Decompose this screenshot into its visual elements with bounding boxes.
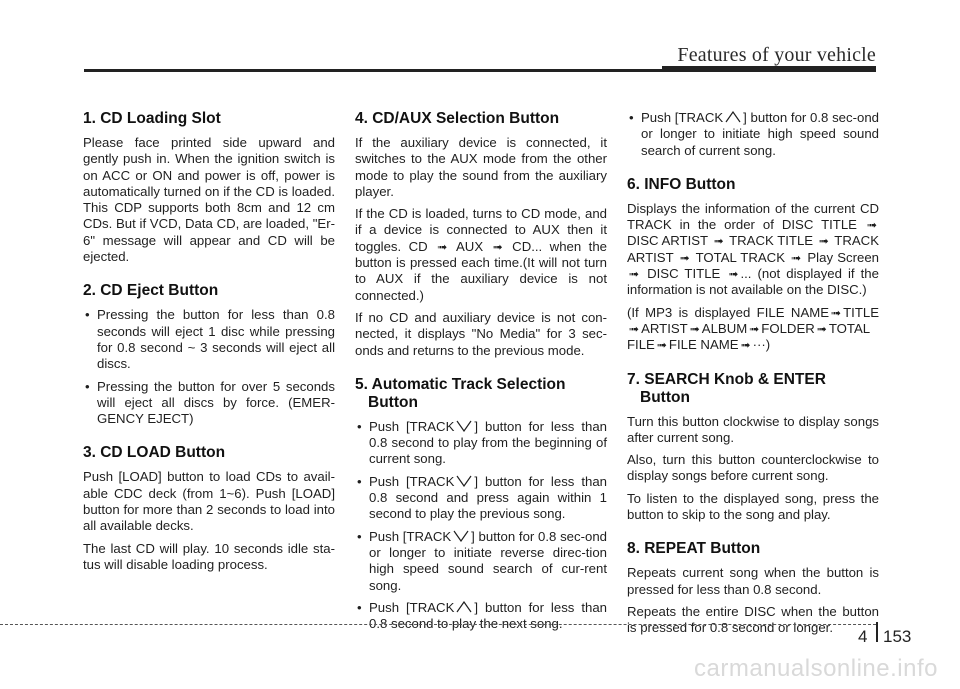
paragraph: Also, turn this button counterclockwise to display songs before current song.	[627, 452, 879, 484]
paragraph: Repeats current song when the button is pressed for less than 0.8 second.	[627, 565, 879, 597]
footer-rule	[0, 624, 876, 625]
list-item	[627, 110, 879, 159]
arrow-right-icon: ➟	[866, 218, 878, 233]
bullet-list	[83, 307, 335, 427]
text-run: DISC TITLE	[647, 266, 721, 282]
section-title: 7. SEARCH Knob & ENTER Button	[627, 370, 826, 406]
text-run: If the CD is loaded, turns to CD mode, and if a device is connected to AUX then it toggles. CD	[355, 206, 607, 254]
text-run: ] button for 0.8 sec-ond or longer to initiate reverse direc-tion high speed sound search of cur-rent song.	[369, 528, 607, 593]
paragraph: To listen to the displayed song, press the button to skip to the song and play.	[627, 490, 879, 523]
chevron-down-icon	[451, 530, 471, 542]
text-run: Push [TRACK	[369, 599, 455, 615]
chevron-down-icon	[454, 420, 474, 432]
arrow-right-icon: ➟	[437, 239, 448, 254]
chevron-up-icon	[454, 601, 474, 613]
text-run: FOLDER	[761, 320, 815, 336]
paragraph	[627, 201, 879, 299]
chevron-down-icon	[454, 475, 474, 487]
bullet-list	[355, 419, 607, 633]
column-1	[83, 110, 335, 590]
text-run: ARTIST	[641, 320, 688, 336]
text-run: ···)	[752, 337, 771, 353]
section-automatic-track-selection	[355, 376, 607, 633]
bullet-list	[627, 110, 879, 159]
page-header-title: Features of your vehicle	[677, 44, 876, 66]
arrow-right-icon: ➟	[749, 321, 760, 336]
paragraph	[627, 305, 879, 354]
section-info-button	[627, 176, 879, 354]
arrow-right-icon: ➟	[679, 250, 690, 265]
watermark: carmanualsonline.info	[694, 655, 938, 682]
column-3	[627, 110, 879, 654]
text-run: TOTAL FILE	[627, 320, 871, 353]
paragraph: Push [LOAD] button to load CDs to avail-able CDC deck (from 1~6). Push [LOAD] button for more than 2 seconds to load into all available decks.	[83, 469, 335, 534]
arrow-right-icon: ➟	[492, 239, 503, 254]
paragraph: The last CD will play. 10 seconds idle sta-tus will disable loading process.	[83, 540, 335, 572]
section-cd-loading-slot	[83, 110, 335, 265]
paragraph: If no CD and auxiliary device is not con-nected, it displays "No Media" for 3 sec-onds and returns to the previous mode.	[355, 309, 607, 358]
section-search-knob-enter	[627, 371, 879, 524]
arrow-right-icon: ➟	[689, 321, 700, 336]
text-run: ] button for less than 0.8 second and press again within 1 second to play the previous song.	[369, 473, 607, 522]
section-cd-load-button	[83, 444, 335, 573]
arrow-right-icon: ➟	[629, 267, 640, 282]
text-run: TITLE	[843, 304, 879, 320]
list-item: • Pressing the button for over 5 seconds will eject all discs by force. (EMER-GENCY EJECT)	[83, 379, 335, 428]
text-run: CD... when the button is pressed each time.(It will not turn to AUX if the auxiliary device is not connected.)	[355, 238, 608, 303]
paragraph: Please face printed side upward and gently push in. When the ignition switch is on ACC or ON and power is off, power is automatically turned on if the CD is loaded. This CDP supports both 8cm and 12 cm CDs. But if VCD, Data CD, are loaded, "Er-6" message will appear and CD will be ejected.	[83, 135, 335, 265]
arrow-right-icon: ➟	[656, 338, 667, 353]
paragraph: Repeats the entire DISC when the button is pressed for 0.8 second or longer.	[627, 603, 879, 636]
arrow-right-icon: ➟	[831, 305, 842, 320]
list-item	[355, 419, 607, 468]
chevron-up-icon	[723, 111, 743, 123]
arrow-right-icon: ➟	[629, 321, 640, 336]
paragraph	[355, 206, 607, 304]
list-item	[355, 600, 607, 633]
text-run: TRACK TITLE	[729, 233, 814, 249]
text-run: Displays the information of the current CD TRACK in the order of DISC TITLE	[627, 200, 879, 233]
chapter-number: 4	[858, 627, 868, 646]
text-run: Push [TRACK	[641, 110, 724, 125]
paragraph: If the auxiliary device is connected, it switches to the AUX mode from the other mode to play the sound from the auxiliary player.	[355, 135, 607, 199]
header-rule	[84, 69, 876, 72]
section-track-continued	[627, 110, 879, 159]
page-number: 153	[883, 627, 912, 646]
section-title: 6. INFO Button	[627, 175, 736, 193]
section-repeat-button	[627, 540, 879, 636]
text-run: AUX	[456, 238, 484, 254]
section-title: 4. CD/AUX Selection Button	[355, 110, 560, 127]
arrow-right-icon: ➟	[740, 338, 751, 353]
arrow-right-icon: ➟	[816, 321, 827, 336]
paragraph: Turn this button clockwise to display songs after current song.	[627, 413, 879, 445]
text-run: ] button for 0.8 sec-ond or longer to initiate high speed sound search of current song.	[641, 110, 879, 158]
section-title: 3. CD LOAD Button	[83, 444, 226, 462]
text-run: ... (not displayed if the information is not available on the DISC.)	[627, 266, 879, 298]
arrow-right-icon: ➟	[728, 267, 739, 282]
text-run: ] button for less than 0.8 second to play from the beginning of current song.	[369, 418, 607, 467]
section-cd-eject-button	[83, 282, 335, 427]
section-title: 8. REPEAT Button	[627, 540, 761, 558]
text-run: (If MP3 is displayed FILE NAME	[627, 304, 830, 320]
text-run: TRACK ARTIST	[627, 233, 879, 265]
list-item	[355, 474, 607, 523]
section-title: 5. Automatic Track Selection Button	[355, 375, 566, 411]
arrow-right-icon: ➟	[791, 250, 802, 265]
column-2	[355, 110, 607, 649]
arrow-right-icon: ➟	[818, 234, 829, 249]
text-run: Push [TRACK	[369, 473, 455, 489]
text-run: ] button for less than 0.8 second to play the next song.	[369, 599, 607, 632]
text-run: Push [TRACK	[369, 528, 452, 544]
section-title: 2. CD Eject Button	[83, 282, 219, 300]
text-run: Push [TRACK	[369, 418, 455, 434]
text-run: ALBUM	[701, 320, 748, 336]
list-item: • Pressing the button for less than 0.8 seconds will eject 1 disc while pressing for 0.8 second ~ 3 seconds will eject all discs.	[83, 307, 335, 372]
page-number-separator	[876, 622, 878, 642]
list-item	[355, 529, 607, 594]
text-run: DISC ARTIST	[627, 233, 708, 249]
text-run: FILE NAME	[668, 337, 739, 353]
section-title: 1. CD Loading Slot	[83, 110, 221, 127]
text-run: Play Screen	[807, 249, 879, 265]
arrow-right-icon: ➟	[713, 234, 724, 249]
text-run: TOTAL TRACK	[695, 249, 785, 265]
section-cd-aux-selection	[355, 110, 607, 359]
